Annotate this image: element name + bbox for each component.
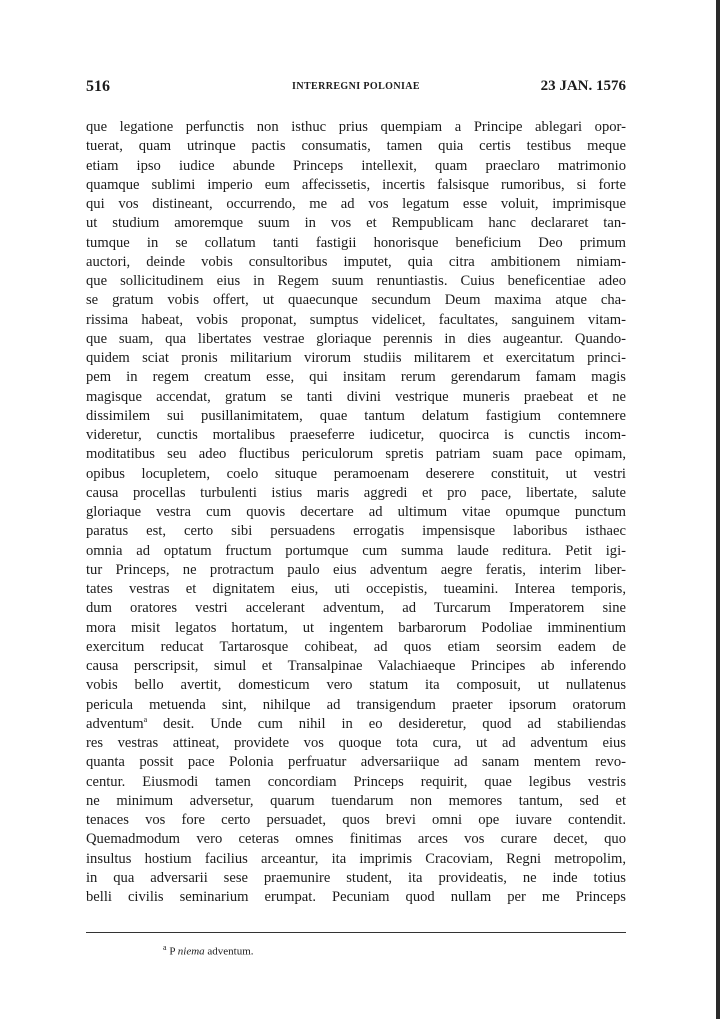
text-line: belli civilis seminarium erumpat. Pecuniam quod nullam per me Princeps [86, 889, 626, 905]
text-line: magisque accendat, gratum se tanti divini vestrique muneris praebeat et ne [86, 388, 626, 405]
page-number: 516 [86, 78, 110, 95]
text-line: centur. Eiusmodi tamen concordiam Princeps requirit, quae legibus vestris [86, 773, 626, 790]
text-line: pem in regem creatum esse, qui insitam rerum gerendarum famam magis [86, 369, 626, 386]
text-line: tuerat, quam utrinque pactis consumatis, tamen quia certis testibus meque [86, 138, 626, 155]
text-line: moditatibus seu adeo fluctibus periculorum spretis patriam suam pace opimam, [86, 446, 626, 463]
footnote-prefix: P [166, 945, 178, 958]
body-text [86, 118, 626, 907]
text-line: tenaces vos fore certo persuadet, quos brevi omni ope iuvare contendit. [86, 812, 626, 828]
text-line: ne minimum adversetur, quarum tuendarum non memores tantum, sed et [86, 792, 626, 809]
footnote [163, 943, 254, 958]
text-line: quanta possit pace Polonia perfruatur adversariique ad sanam mentem revo- [86, 754, 626, 771]
text-line: quidem sciat pronis militarium virorum studiis militarem et exercitatum princi- [86, 350, 626, 366]
footnote-reference: a [143, 714, 148, 724]
text-line: causa procellas turbulenti istius maris aggredi et pro pace, libertate, salute [86, 484, 626, 501]
text-line: causa perscripsit, simul et Transalpinae Valachiaeque Principes ab inferendo [86, 658, 626, 674]
line-text: adventum [86, 715, 144, 732]
line-text-continuation: desit. Unde cum nihil in eo desideretur, quod ad stabiliendas [147, 715, 626, 732]
text-line: exercitum reducat Tartarosque cohibeat, ad quos etiam seorsim eadem de [86, 638, 626, 655]
text-line: omnia ad optatum fructum portumque cum summa laude reditura. Petit igi- [86, 542, 626, 559]
footnote-variant: niema [177, 945, 205, 958]
text-line: auctori, deinde vobis consultoribus imputet, quia citra ambitionem nimiam- [86, 253, 626, 270]
text-line: ut studium amoremque suum in vos et Rempublicam hanc declararet tan- [86, 215, 626, 232]
text-line: mora misit legatos hortatum, ut ingentem barbarorum Podoliae imminentium [86, 619, 626, 636]
text-line: vobis bello avertit, domesticum vero statum ita composuit, ut nullatenus [86, 677, 626, 694]
text-line: insultus hostium facilius arceantur, ita imprimis Cracoviam, Regni metropolim, [86, 850, 626, 867]
text-line: tur Princeps, ne protractum paulo eius adventum aegre feratis, interim liber- [86, 561, 626, 578]
text-line: que suam, qua libertates vestrae gloriaque perennis in dies augeantur. Quando- [86, 330, 626, 347]
text-line: quamque sublimi imperio eum affecissetis, incertis falsisque rumoribus, si forte [86, 176, 626, 193]
footnote-mark: a [163, 943, 167, 952]
text-line: rissima habeat, vobis proponat, sumptus videlicet, facultates, sanguinem vitam- [86, 311, 626, 328]
text-line: que sollicitudinem eius in Regem suum renuntiastis. Cuius beneficentiae adeo [86, 273, 626, 289]
text-line: que legatione perfunctis non isthuc prius quempiam a Principe ablegari opor- [86, 119, 626, 135]
text-line: dissimilem sui pusillanimitatem, quae tantum delatum fastigium contemnere [86, 407, 626, 424]
text-line: Quemadmodum vero ceteras omnes finitimas arces vos curare decet, quo [86, 831, 626, 848]
footnote-rule [86, 932, 626, 933]
text-line: dum oratores vestri accelerant adventum, ad Turcarum Imperatorem sine [86, 600, 626, 617]
page-header [86, 78, 626, 100]
text-line: pericula metuenda sint, nihilque ad transigendum praeter ipsorum oratorum [86, 696, 626, 713]
text-line: etiam ipso iudice abunde Princeps intellexit, quam praeclaro matrimonio [86, 157, 626, 174]
text-line: paratus est, certo sibi persuadens errogatis impensisque laboribus isthaec [86, 523, 626, 540]
text-line: in qua adversarii sese praemunire student, ita provideatis, ne inde totius [86, 869, 626, 886]
text-line: opibus locupletem, coelo situque peramoenam deserere constituit, ut vestri [86, 465, 626, 482]
footnote-suffix: adventum. [204, 945, 254, 958]
text-line: res vestras attineat, providete vos quoque tota cura, ut ad adventum eius [86, 735, 626, 751]
text-line [86, 715, 626, 734]
text-line: se gratum vobis offert, ut quaecunque secundum Deum maxima atque cha- [86, 292, 626, 309]
text-line: gloriaque vestra cum quovis decertare ad ultimum vitae opumque punctum [86, 504, 626, 520]
header-date: 23 JAN. 1576 [540, 78, 626, 94]
text-line: qui vos distineant, occurrendo, me ad vos legatum esse voluit, imprimisque [86, 196, 626, 212]
text-line: tumque in se collatum tanti fastigii honorisque beneficium Deo primum [86, 234, 626, 251]
text-line: tates vestras et dignitatem eius, uti occepistis, tueamini. Interea temporis, [86, 581, 626, 597]
text-line: videretur, cunctis mortalibus praeseferre iudicetur, quocirca is cunctis incom- [86, 427, 626, 443]
page-edge-shadow [716, 0, 720, 1019]
running-title: INTERREGNI POLONIAE [292, 81, 420, 92]
